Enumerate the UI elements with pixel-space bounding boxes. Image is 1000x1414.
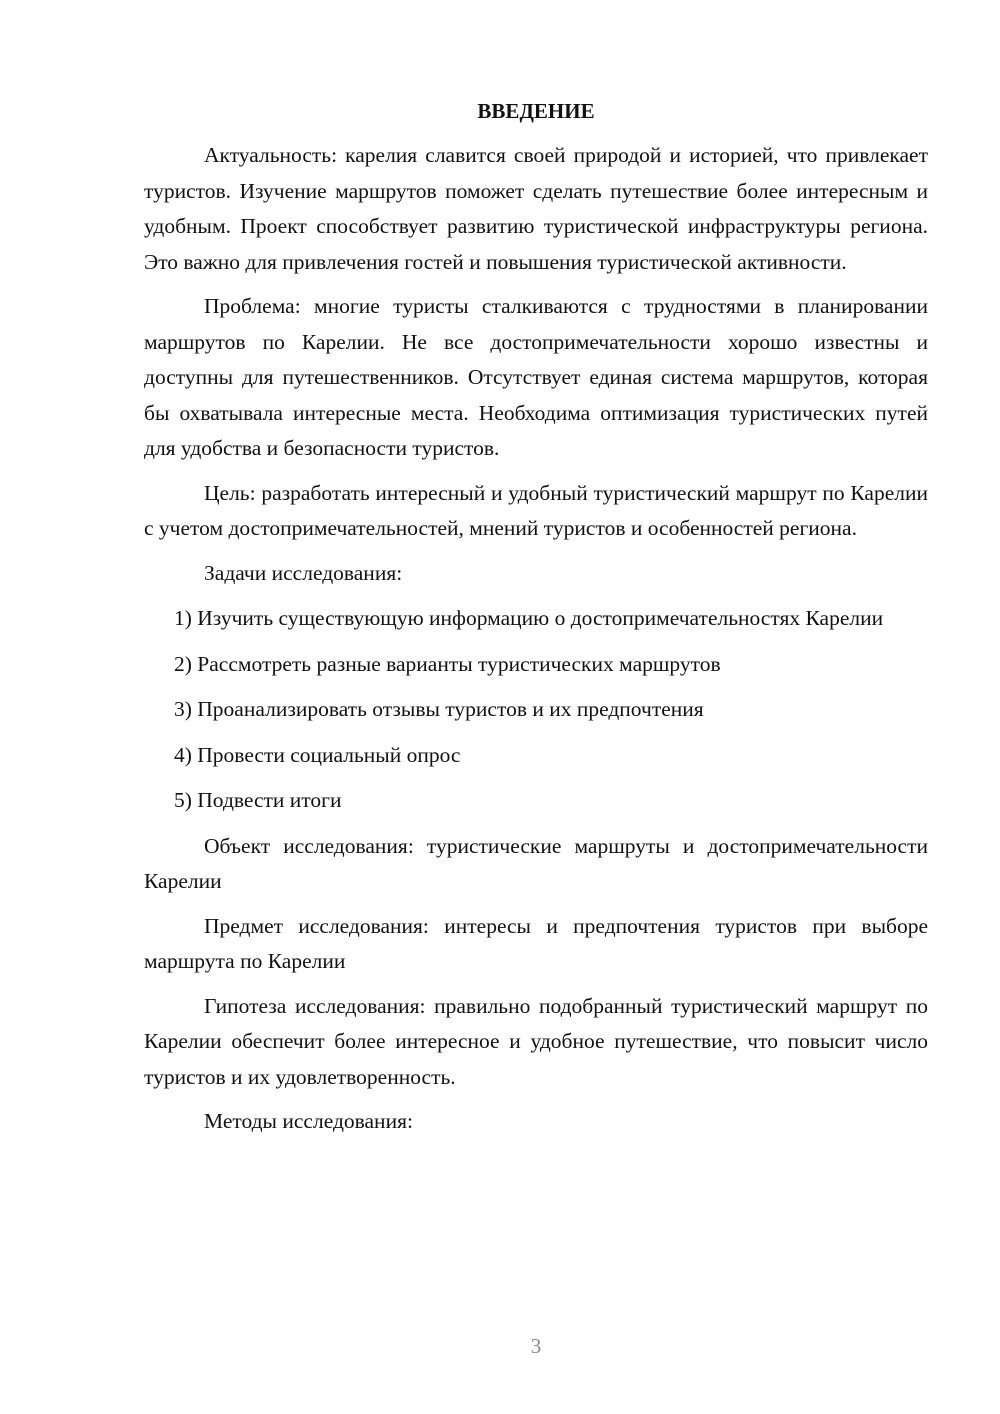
task-item-4: 4) Провести социальный опрос	[174, 742, 461, 767]
task-item-1: 1) Изучить существующую информацию о достопримечательностях Карелии	[174, 606, 884, 630]
hypothesis-paragraph: Гипотеза исследования: правильно подобранный туристический маршрут по Карелии обеспечит более интересное и удобное путешествие, что повысит число туристов и их удовлетворенность.	[144, 993, 928, 1089]
relevance-paragraph: Актуальность: карелия славится своей природой и историей, что привлекает туристов. Изучение маршрутов поможет сделать путешествие более интересным и удобным. Проект способствует развитию туристической инфраструктуры региона. Это важно для привлечения гостей и повышения туристической активности.	[144, 143, 928, 274]
page-number: 3	[530, 1334, 542, 1358]
methods-heading: Методы исследования:	[204, 1109, 413, 1133]
task-item-3: 3) Проанализировать отзывы туристов и их предпочтения	[174, 697, 704, 721]
page-content	[144, 96, 928, 1140]
problem-paragraph: Проблема: многие туристы сталкиваются с трудностями в планировании маршрутов по Карелии. Не все достопримечательности хорошо известны и доступны для путешественников. Отсутствует единая система маршрутов, которая бы охватывала интересные места. Необходима оптимизация туристических путей для удобства и безопасности туристов.	[144, 294, 928, 460]
task-item-5: 5) Подвести итоги	[174, 788, 342, 812]
section-title: ВВЕДЕНИЕ	[477, 99, 595, 123]
goal-paragraph: Цель: разработать интересный и удобный туристический маршрут по Карелии с учетом достопримечательностей, мнений туристов и особенностей региона.	[144, 480, 928, 540]
subject-paragraph: Предмет исследования: интересы и предпочтения туристов при выборе маршрута по Карелии	[144, 913, 928, 973]
task-item-2: 2) Рассмотреть разные варианты туристических маршрутов	[174, 651, 721, 676]
object-paragraph: Объект исследования: туристические маршруты и достопримечательности Карелии	[144, 833, 928, 893]
tasks-heading: Задачи исследования:	[204, 560, 403, 585]
